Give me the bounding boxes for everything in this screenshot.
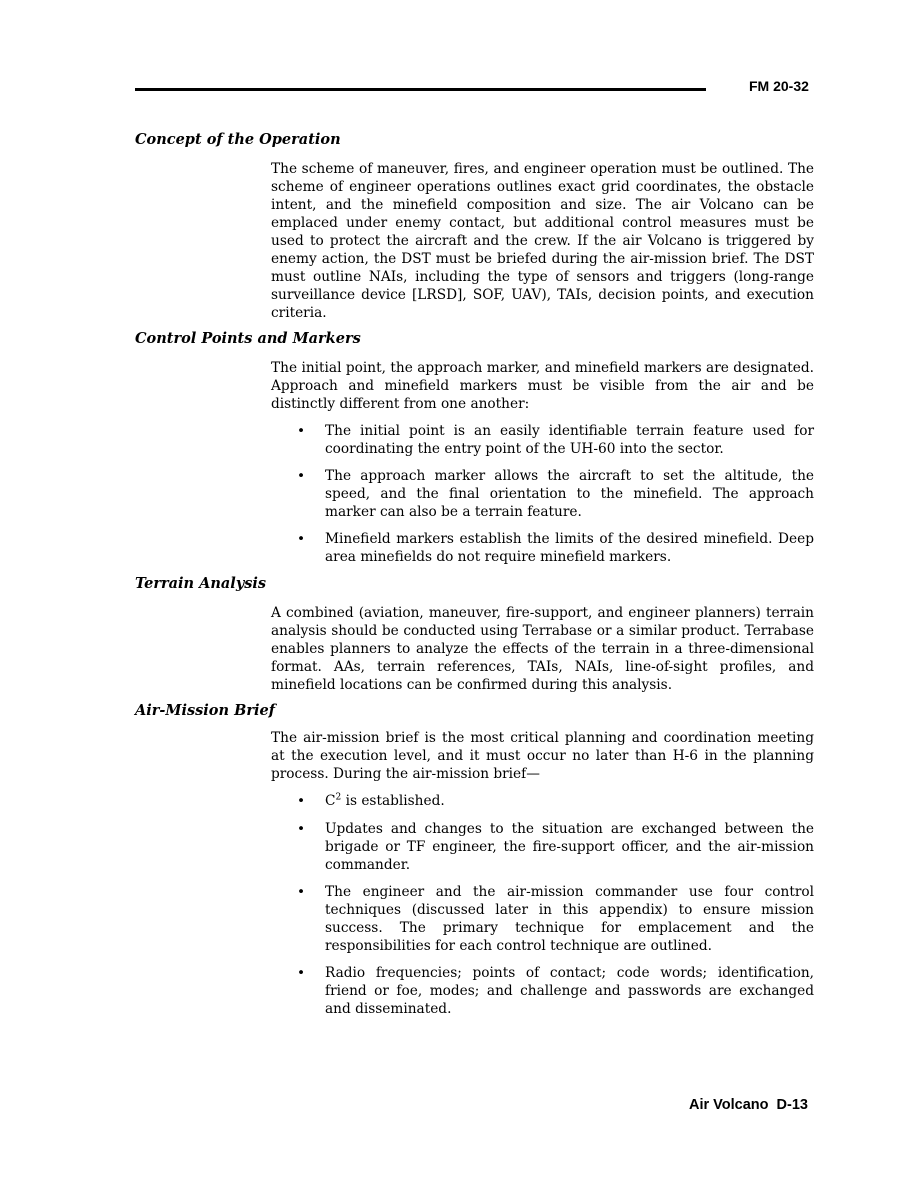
list-item: • The initial point is an easily identifiable terrain feature used for coordinating the entry point of the UH-60 into the sector.	[297, 423, 814, 457]
list-item: • Minefield markers establish the limits of the desired minefield. Deep area minefields do not require minefield markers.	[297, 531, 814, 565]
page-footer: Air Volcano D-13	[689, 1097, 808, 1113]
paragraph-control-points: The initial point, the approach marker, and minefield markers are designated. Approach and minefield markers must be visible from the air and be distinctly different from one another:	[271, 360, 814, 412]
heading-concept-of-operation: Concept of the Operation	[135, 131, 341, 148]
list-item: • $C^2$ is established.	[297, 792, 445, 809]
bullet-icon: •	[297, 965, 306, 981]
bullet-icon: •	[297, 423, 306, 439]
paragraph-terrain-analysis: A combined (aviation, maneuver, fire-support, and engineer planners) terrain analysis should be conducted using Terrabase or a similar product. Terrabase enables planners to analyze the effects of the terrain in a three-dimensional format. AAs, terrain references, TAIs, NAIs, line-of-sight profiles, and minefield locations can be confirmed during this analysis.	[271, 605, 814, 693]
bullet-icon: •	[297, 821, 306, 837]
bullet-icon: •	[297, 793, 306, 809]
list-item: • The approach marker allows the aircraft to set the altitude, the speed, and the final orientation to the minefield. The approach marker can also be a terrain feature.	[297, 468, 814, 520]
bullet-icon: •	[297, 531, 306, 547]
heading-control-points: Control Points and Markers	[135, 330, 361, 347]
list-item: • Updates and changes to the situation are exchanged between the brigade or TF engineer, the fire-support officer, and the air-mission commander.	[297, 821, 814, 873]
bullet-icon: •	[297, 884, 306, 900]
document-code: FM 20-32	[749, 78, 809, 94]
paragraph-concept-of-operation: The scheme of maneuver, fires, and engineer operation must be outlined. The scheme of engineer operations outlines exact grid coordinates, the obstacle intent, and the minefield composition and size. The air Volcano can be emplaced under enemy contact, but additional control measures must be used to protect the aircraft and the crew. If the air Volcano is triggered by enemy action, the DST must be briefed during the air-mission brief. The DST must outline NAIs, including the type of sensors and triggers (long-range surveillance device [LRSD], SOF, UAV), TAIs, decision points, and execution criteria.	[271, 161, 814, 321]
bullet-icon: •	[297, 468, 306, 484]
list-item: • The engineer and the air-mission commander use four control techniques (discussed later in this appendix) to ensure mission success. The primary technique for emplacement and the responsibilities for each control technique are outlined.	[297, 884, 814, 954]
list-item: • Radio frequencies; points of contact; code words; identification, friend or foe, modes; and challenge and passwords are exchanged and disseminated.	[297, 965, 814, 1017]
heading-air-mission-brief: Air-Mission Brief	[135, 702, 275, 719]
paragraph-air-mission-brief: The air-mission brief is the most critical planning and coordination meeting at the execution level, and it must occur no later than H-6 in the planning process. During the air-mission brief—	[271, 730, 814, 782]
heading-terrain-analysis: Terrain Analysis	[135, 575, 267, 592]
header-rule	[135, 88, 706, 91]
